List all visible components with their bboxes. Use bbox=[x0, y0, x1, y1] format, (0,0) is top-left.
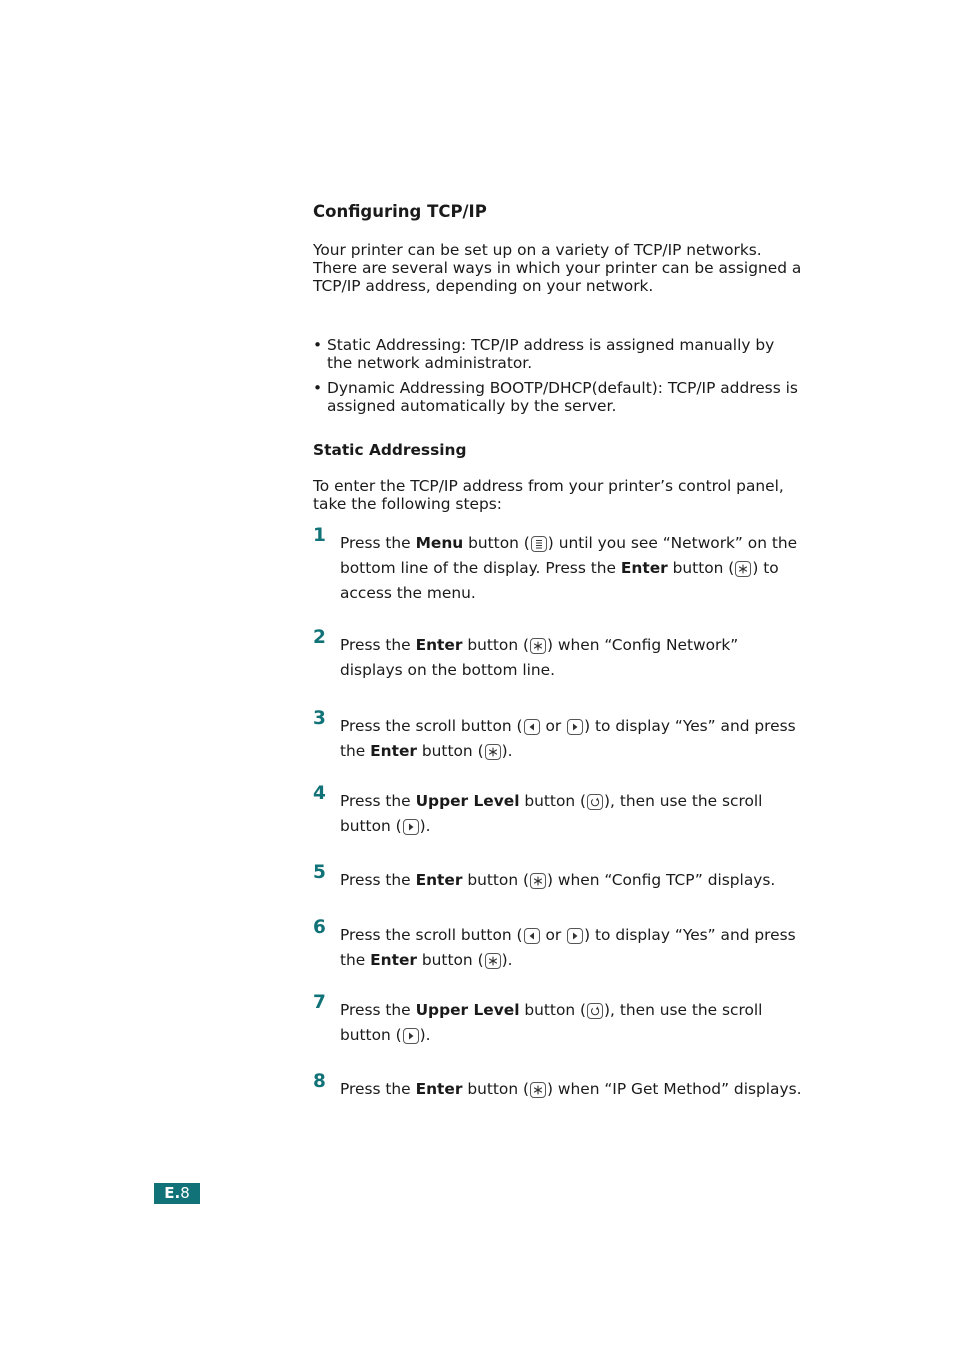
step-text-run: ), then use the scroll button ( bbox=[340, 1001, 763, 1044]
button-name: Upper Level bbox=[415, 1001, 520, 1019]
bullet-glyph: • bbox=[313, 379, 323, 397]
step-text bbox=[340, 714, 803, 764]
bullet-glyph: • bbox=[313, 336, 323, 354]
step-text-run: button ( bbox=[417, 951, 484, 969]
section-title: Configuring TCP/IP bbox=[313, 202, 487, 221]
step-text-run: button ( bbox=[667, 559, 735, 577]
step-text-run: button ( bbox=[462, 871, 529, 889]
step-item bbox=[313, 1071, 803, 1102]
intro-paragraph: Your printer can be set up on a variety of TCP/IP networks. There are several ways in which your printer can be assigned a TCP/IP address, depending on your network. bbox=[313, 241, 802, 295]
step-text-run: or bbox=[540, 717, 567, 735]
enter-icon bbox=[530, 873, 546, 889]
scroll-left-icon bbox=[524, 719, 540, 735]
step-text-run: Press the scroll button ( bbox=[340, 926, 523, 944]
step-text bbox=[340, 923, 803, 973]
step-text-run: ) to display “Yes” and press the bbox=[340, 717, 796, 760]
enter-icon bbox=[735, 561, 751, 577]
scroll-right-icon bbox=[403, 819, 419, 835]
step-number: 5 bbox=[313, 862, 326, 883]
step-text-run: ) until you see “Network” on the bottom line of the display. Press the bbox=[340, 534, 798, 577]
button-name: Upper Level bbox=[415, 792, 520, 810]
step-text-run: ). bbox=[419, 1026, 431, 1044]
step-text-run: ) when “Config TCP” displays. bbox=[546, 871, 776, 889]
step-item bbox=[313, 917, 803, 973]
step-text-run: button ( bbox=[417, 742, 484, 760]
step-text-run: or bbox=[540, 926, 567, 944]
step-text-run: ) when “Config Network” displays on the bottom line. bbox=[340, 636, 739, 679]
step-text-run: button ( bbox=[462, 1080, 529, 1098]
page-number-tab bbox=[154, 1183, 200, 1204]
enter-icon bbox=[485, 953, 501, 969]
addressing-list bbox=[313, 336, 803, 415]
scroll-right-icon bbox=[403, 1028, 419, 1044]
step-text bbox=[340, 531, 803, 606]
step-item bbox=[313, 708, 803, 764]
step-text bbox=[340, 633, 803, 683]
step-text bbox=[340, 789, 803, 839]
step-text-run: Press the scroll button ( bbox=[340, 717, 523, 735]
step-text-run: Press the bbox=[340, 871, 416, 889]
steps-list bbox=[313, 525, 803, 1102]
step-text-run: Press the bbox=[340, 1080, 416, 1098]
step-text-run: button ( bbox=[519, 1001, 587, 1019]
step-item bbox=[313, 783, 803, 839]
step-number: 4 bbox=[313, 783, 326, 804]
step-text-run: button ( bbox=[463, 534, 530, 552]
page-content bbox=[313, 200, 803, 1102]
button-name: Enter bbox=[370, 951, 418, 969]
step-item bbox=[313, 862, 803, 893]
step-text-run: ) to display “Yes” and press the bbox=[340, 926, 796, 969]
upper-level-icon bbox=[587, 1003, 603, 1019]
step-text-run: ) when “IP Get Method” displays. bbox=[546, 1080, 802, 1098]
steps-lead: To enter the TCP/IP address from your printer’s control panel, take the following steps: bbox=[313, 477, 784, 513]
step-text-run: Press the bbox=[340, 534, 416, 552]
step-text bbox=[340, 998, 803, 1048]
button-name: Enter bbox=[415, 1080, 463, 1098]
step-item bbox=[313, 525, 803, 606]
step-number: 8 bbox=[313, 1071, 326, 1092]
step-number: 6 bbox=[313, 917, 326, 938]
step-text bbox=[340, 868, 803, 893]
scroll-left-icon bbox=[524, 928, 540, 944]
step-item bbox=[313, 627, 803, 683]
step-item bbox=[313, 992, 803, 1048]
button-name: Menu bbox=[415, 534, 464, 552]
step-number: 1 bbox=[313, 525, 326, 546]
step-text-run: ), then use the scroll button ( bbox=[340, 792, 763, 835]
button-name: Enter bbox=[415, 871, 463, 889]
step-text-run: ). bbox=[501, 742, 513, 760]
step-text-run: button ( bbox=[519, 792, 587, 810]
step-text-run: Press the bbox=[340, 1001, 416, 1019]
scroll-right-icon bbox=[567, 928, 583, 944]
enter-icon bbox=[530, 1082, 546, 1098]
subsection-title: Static Addressing bbox=[313, 441, 467, 459]
step-text-run: ). bbox=[501, 951, 513, 969]
step-text bbox=[340, 1077, 803, 1102]
step-number: 2 bbox=[313, 627, 326, 648]
button-name: Enter bbox=[415, 636, 463, 654]
step-text-run: Press the bbox=[340, 792, 416, 810]
enter-icon bbox=[530, 638, 546, 654]
enter-icon bbox=[485, 744, 501, 760]
list-item: • Static Addressing: TCP/IP address is assigned manually by the network administrator. bbox=[313, 336, 775, 372]
button-name: Enter bbox=[620, 559, 668, 577]
button-name: Enter bbox=[370, 742, 418, 760]
scroll-right-icon bbox=[567, 719, 583, 735]
step-text-run: ). bbox=[419, 817, 431, 835]
step-number: 3 bbox=[313, 708, 326, 729]
step-number: 7 bbox=[313, 992, 326, 1013]
step-text-run: Press the bbox=[340, 636, 416, 654]
page-prefix: E. bbox=[164, 1184, 181, 1202]
menu-icon bbox=[531, 536, 547, 552]
step-text-run: ) to access the menu. bbox=[340, 559, 779, 602]
list-item: • Dynamic Addressing BOOTP/DHCP(default): TCP/IP address is assigned automatically by the server. bbox=[313, 379, 798, 415]
page-number: 8 bbox=[180, 1184, 190, 1202]
upper-level-icon bbox=[587, 794, 603, 810]
step-text-run: button ( bbox=[462, 636, 529, 654]
